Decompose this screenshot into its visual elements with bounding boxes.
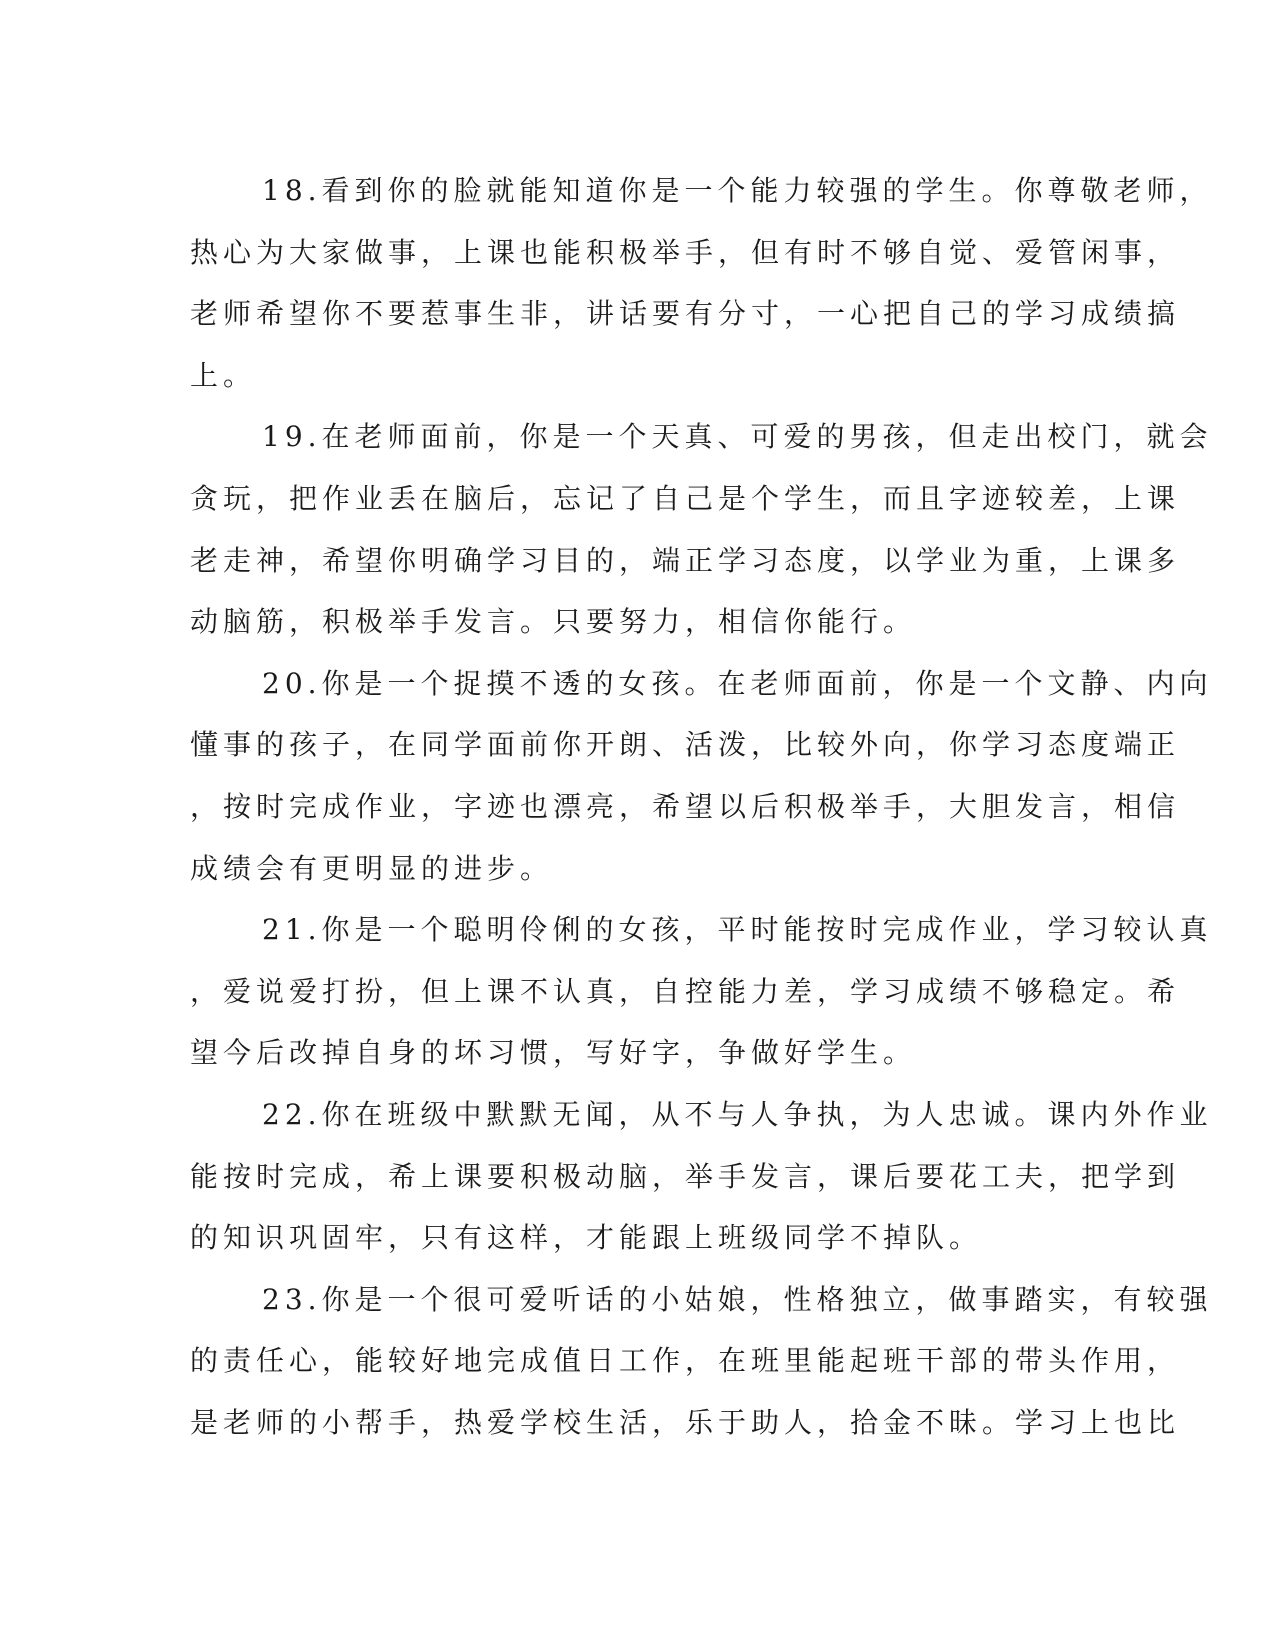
text-line: 动脑筋，积极举手发言。只要努力，相信你能行。	[190, 605, 917, 639]
text-line: 20.你是一个捉摸不透的女孩。在老师面前，你是一个文静、内向	[262, 666, 1213, 700]
paragraph-20	[190, 653, 1213, 899]
paragraph-19	[190, 406, 1213, 652]
text-line: 老师希望你不要惹事生非，讲话要有分寸，一心把自己的学习成绩搞	[190, 297, 1181, 331]
text-line: 热心为大家做事，上课也能积极举手，但有时不够自觉、爱管闲事，	[190, 235, 1181, 269]
paragraph-18	[190, 160, 1213, 406]
text-line: 贪玩，把作业丢在脑后，忘记了自己是个学生，而且字迹较差，上课	[190, 481, 1181, 515]
document-body	[190, 160, 1213, 1453]
text-line: 21.你是一个聪明伶俐的女孩，平时能按时完成作业，学习较认真	[262, 913, 1213, 947]
paragraph-22	[190, 1084, 1213, 1269]
text-line: 的知识巩固牢，只有这样，才能跟上班级同学不掉队。	[190, 1221, 983, 1255]
paragraph-23	[190, 1269, 1213, 1454]
text-line: 上。	[190, 358, 257, 392]
text-line: 是老师的小帮手，热爱学校生活，乐于助人，拾金不昧。学习上也比	[190, 1405, 1181, 1439]
text-line: 懂事的孩子，在同学面前你开朗、活泼，比较外向，你学习态度端正	[190, 728, 1181, 762]
text-line: 19.在老师面前，你是一个天真、可爱的男孩，但走出校门，就会	[262, 420, 1213, 454]
text-line: 18.看到你的脸就能知道你是一个能力较强的学生。你尊敬老师，	[262, 174, 1213, 207]
text-line: 能按时完成，希上课要积极动脑，举手发言，课后要花工夫，把学到	[190, 1159, 1181, 1193]
paragraph-21	[190, 899, 1213, 1084]
text-line: 成绩会有更明显的进步。	[190, 851, 554, 885]
text-line: 22.你在班级中默默无闻，从不与人争执，为人忠诚。课内外作业	[262, 1097, 1213, 1131]
text-line: ，按时完成作业，字迹也漂亮，希望以后积极举手，大胆发言，相信	[190, 789, 1181, 823]
text-line: 老走神，希望你明确学习目的，端正学习态度，以学业为重，上课多	[190, 543, 1181, 577]
text-line: 的责任心，能较好地完成值日工作，在班里能起班干部的带头作用，	[190, 1344, 1181, 1378]
text-line: 23.你是一个很可爱听话的小姑娘，性格独立，做事踏实，有较强	[262, 1282, 1213, 1316]
text-line: ，爱说爱打扮，但上课不认真，自控能力差，学习成绩不够稳定。希	[190, 974, 1181, 1008]
text-line: 望今后改掉自身的坏习惯，写好字，争做好学生。	[190, 1036, 917, 1070]
